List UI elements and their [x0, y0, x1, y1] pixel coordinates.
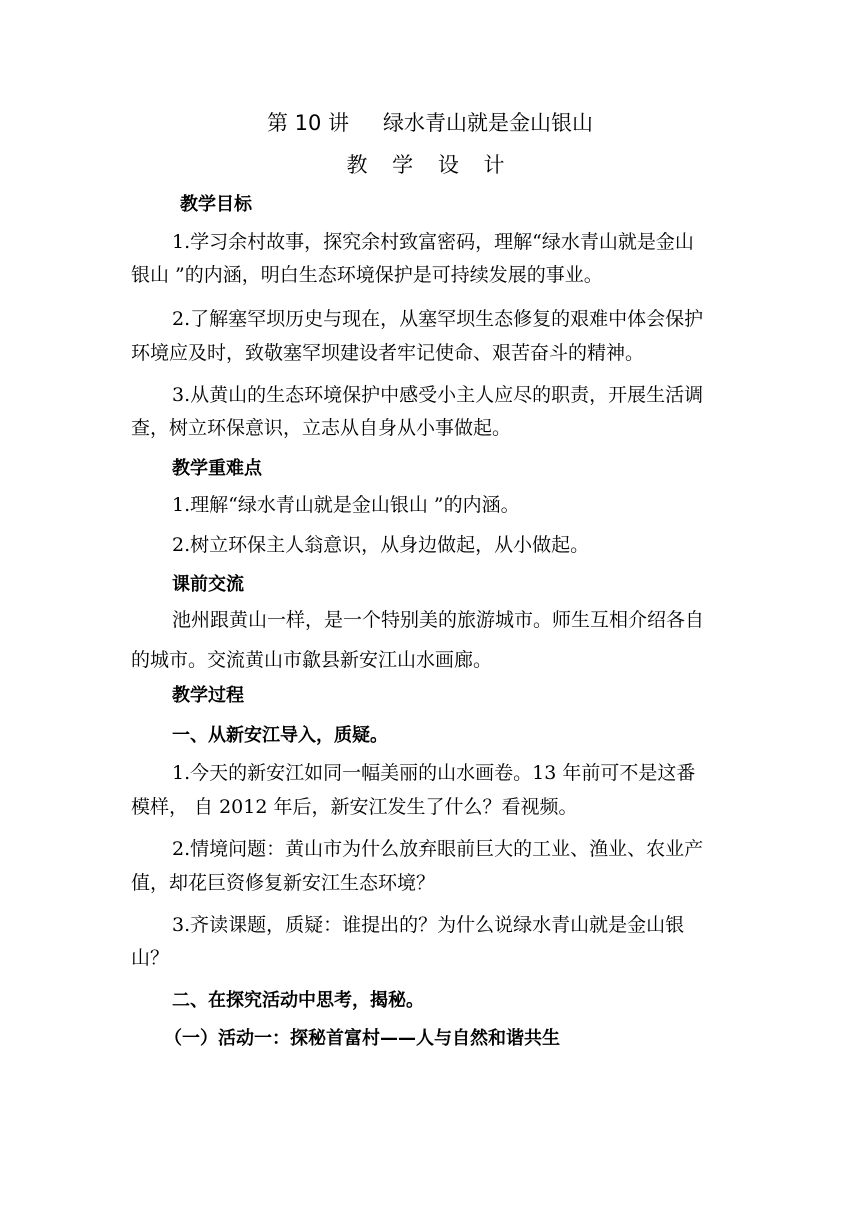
- objective-3-line-2: 查，树立环保意识，立志从自身从小事做起。: [131, 417, 512, 439]
- page-title: [0, 110, 860, 136]
- key-point-2: 2.树立环保主人翁意识，从身边做起，从小做起。: [172, 534, 590, 556]
- pre-class-line-2: 的城市。交流黄山市歙县新安江山水画廊。: [131, 649, 493, 671]
- section-2-heading: 二、在探究活动中思考，揭秘。: [172, 990, 424, 1011]
- section-1-item-2-line-2: 值，却花巨资修复新安江生态环境？: [131, 872, 436, 894]
- section-1-item-1-line-1: 1.今天的新安江如同一幅美丽的山水画卷。13 年前可不是这番: [172, 762, 696, 784]
- objective-3-line-1: 3.从黄山的生态环境保护中感受小主人应尽的职责，开展生活调: [172, 384, 704, 406]
- objective-1-line-1: 1.学习余村故事，探究余村致富密码，理解“绿水青山就是金山: [172, 231, 694, 253]
- objective-2-line-2: 环境应及时，致敬塞罕坝建设者牢记使命、艰苦奋斗的精神。: [131, 342, 645, 364]
- process-heading: 教学过程: [172, 685, 244, 706]
- section-1-item-3-line-1: 3.齐读课题，质疑：谁提出的？为什么说绿水青山就是金山银: [172, 914, 685, 936]
- section-1-item-1-line-2: 模样， 自 2012 年后，新安江发生了什么？看视频。: [131, 796, 578, 818]
- objective-2-line-1: 2.了解塞罕坝历史与现在，从塞罕坝生态修复的艰难中体会保护: [172, 308, 704, 330]
- pre-class-line-1: 池州跟黄山一样，是一个特别美的旅游城市。师生互相介绍各自: [172, 609, 705, 631]
- section-1-item-2-line-1: 2.情境问题：黄山市为什么放弃眼前巨大的工业、渔业、农业产: [172, 838, 704, 860]
- objectives-heading: 教学目标: [180, 194, 252, 215]
- lesson-name: 绿水青山就是金山银山: [383, 111, 594, 135]
- activity-1-heading: （一）活动一：探秘首富村——人与自然和谐共生: [164, 1028, 560, 1049]
- pre-class-heading: 课前交流: [172, 574, 244, 595]
- section-1-item-3-line-2: 山？: [131, 947, 170, 969]
- key-point-1: 1.理解“绿水青山就是金山银山 ”的内涵。: [172, 494, 520, 516]
- lesson-number: 第 10 讲: [266, 111, 350, 135]
- page-subtitle: 教 学 设 计: [346, 153, 514, 177]
- section-1-heading: 一、从新安江导入，质疑。: [172, 725, 388, 746]
- key-points-heading: 教学重难点: [172, 458, 262, 479]
- objective-1-line-2: 银山 ”的内涵，明白生态环境保护是可持续发展的事业。: [131, 264, 603, 286]
